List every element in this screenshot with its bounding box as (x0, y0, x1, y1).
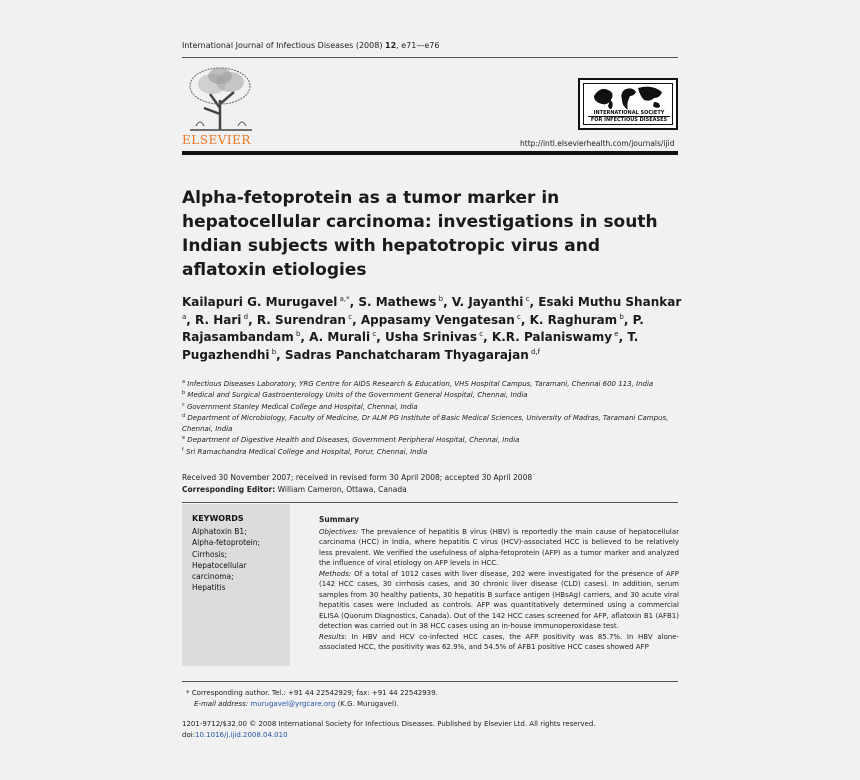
affiliation-item: $^f$ Sri Ramachandra Medical College and Hospital, Porur, Chennai, India (182, 446, 428, 456)
copyright-line: 1201-9712/$32.00 © 2008 International Society for Infectious Diseases. Published by Elsevier Ltd. All rights reserved. (182, 720, 596, 728)
author-name: K.R. Palaniswamy (491, 330, 613, 345)
affiliation-item: $^c$ Government Stanley Medical College and Hospital, Chennai, India (182, 401, 418, 411)
keyword-item: Hepatocellular (192, 560, 247, 570)
doi-line: doi:10.1016/j.ijid.2008.04.010 (182, 731, 288, 739)
author-name: Kailapuri G. Murugavel (182, 295, 338, 309)
email-line: E-mail address: murugavel@yrgcare.org (K.G. Murugavel). (194, 700, 399, 708)
author-affiliation-mark[interactable]: b (436, 295, 444, 303)
affiliation-item: $^b$ Medical and Surgical Gastroenterology Units of the Government General Hospital, Chennai, India (182, 390, 528, 400)
abstract-rule (182, 502, 678, 503)
author-name: R. Hari (195, 312, 242, 327)
affiliation-item: $^a$ Infectious Diseases Laboratory, YRG Centre for AIDS Research & Education, VHS Hospital Campus, Taramani, Chennai 600 113, India (182, 379, 654, 388)
article-title: Alpha-fetoprotein as a tumor marker in hepatocellular carcinoma: investigations in south Indian subjects with hepatotropic virus and aflatoxin etiologies (182, 188, 658, 280)
keyword-item: Hepatitis (192, 583, 226, 593)
keywords-list (192, 526, 284, 594)
author-name: Sadras Panchatcharam Thyagarajan (284, 347, 529, 362)
author-name: Appasamy Vengatesan (360, 312, 515, 327)
header-rule (182, 57, 678, 58)
author-name: P. Rajasambandam (182, 312, 644, 345)
author-affiliation-mark[interactable]: d,f (528, 347, 541, 356)
society-name-line1: INTERNATIONAL SOCIETY (593, 110, 665, 116)
author-affiliation-mark[interactable]: c (345, 312, 353, 321)
author-affiliation-mark[interactable]: c (523, 295, 530, 303)
publisher-name: ELSEVIER (182, 133, 251, 147)
society-name-line2: FOR INFECTIOUS DISEASES (588, 116, 670, 123)
society-logo (578, 78, 678, 130)
author-name: S. Mathews (358, 295, 437, 309)
author-affiliation-mark[interactable]: c (370, 330, 377, 339)
abstract-summary (319, 515, 679, 653)
keyword-item: Cirrhosis; (192, 549, 227, 559)
author-name: V. Jayanthi (451, 295, 524, 309)
author-affiliation-mark[interactable]: d (241, 312, 249, 321)
results-paragraph: Results: In HBV and HCV co-infected HCC cases, the AFP positivity was 85.7%. In HBV alone-associated HCC, the positivity was 62.9%, and 54.5% of AFB1 positive HCC cases showed AFP (319, 632, 679, 651)
affiliation-item: $^d$ Department of Microbiology, Faculty of Medicine, Dr ALM PG Institute of Basic Medical Sciences, University of Madras, Taramani Campus, Chennai, India (182, 412, 669, 434)
email-link[interactable]: murugavel@yrgcare.org (250, 700, 336, 708)
corresponding-editor: Corresponding Editor: William Cameron, Ottawa, Canada (182, 484, 407, 494)
keywords-title: KEYWORDS (192, 514, 244, 523)
author-affiliation-mark[interactable]: a,* (337, 295, 350, 303)
author-affiliation-mark[interactable]: b (269, 347, 277, 356)
author-affiliation-mark[interactable]: c (477, 330, 484, 339)
author-name: K. Raghuram (529, 312, 618, 327)
keyword-item: Alphatoxin B1; (192, 527, 247, 536)
article-history (182, 472, 682, 495)
author-affiliation-mark[interactable]: e (612, 330, 619, 339)
affiliation-item: $^e$ Department of Digestive Health and Diseases, Government Peripheral Hospital, Chennai, India (182, 435, 520, 445)
copyright-block (182, 719, 678, 741)
footnote-rule (182, 681, 678, 682)
methods-paragraph: Methods: Of a total of 1012 cases with liver disease, 202 were investigated for the presence of AFP (142 HCC cases, 30 cirrhosis cases, and 30 chronic liver disease (CLD) cases). In addition, serum samples from 30 healthy patients, 30 hepatitis B surface antigen (HBsAg) carriers, and 30 acute viral hepatitis cases were included as controls. AFP was quantitatively determined using a commercial ELISA (Quorum Diagnostics, Canada). Out of the 142 HCC cases screened for AFP, aflatoxin B1 (AFB1) detection was carried out in 38 HCC cases using an in-house immunoperoxidase test. (319, 569, 679, 630)
header-thick-rule (182, 151, 678, 155)
author-list: Kailapuri G. Murugavel $^{a,*}$, S. Mathews $^b$, V. Jayanthi $^c$, Esaki Muthu Shankar $^a$, R. Hari $^d$, R. Surendran $^c$, Appasamy Vengatesan $^c$, K. Raghuram $^b$, P. Rajasambandam $^b$, A. Murali $^c$, Usha Srinivas $^c$, K.R. Palaniswamy $^e$, T. Pugazhendhi $^b$, Sadras Panchatcharam Thyagarajan $^{d,f}$ (182, 295, 682, 362)
world-map-icon (580, 82, 676, 112)
author-name: A. Murali (309, 330, 371, 345)
author-affiliation-mark[interactable]: c (514, 312, 521, 321)
objectives-paragraph: Objectives: The prevalence of hepatitis B virus (HBV) is reportedly the main cause of hepatocellular carcinoma (HCC) in India, where hepatitis C virus (HCV)-associated HCC is believed to be relatively less prevalent. We verified the usefulness of alpha-fetoprotein (AFP) as a tumor marker and analyzed the influence of viral etiology on AFP levels in HCC. (319, 527, 679, 567)
author-affiliation-mark[interactable]: b (617, 312, 624, 321)
summary-title: Summary (319, 515, 360, 524)
author-name: T. Pugazhendhi (182, 330, 639, 362)
author-affiliation-mark[interactable]: a (182, 312, 187, 321)
author-name: R. Surendran (256, 312, 346, 327)
journal-citation: International Journal of Infectious Diseases (2008) 12, e71—e76 (182, 41, 440, 50)
journal-url[interactable]: http://intl.elsevierhealth.com/journals/ijid (520, 139, 675, 148)
corresponding-author-footnote (182, 688, 678, 710)
author-name: Esaki Muthu Shankar (538, 295, 682, 309)
corresponding-contact: * Corresponding author. Tel.: +91 44 22542929; fax: +91 44 22542939. (186, 689, 438, 697)
author-affiliation-mark[interactable]: b (293, 330, 301, 339)
author-name: Usha Srinivas (384, 330, 478, 345)
keyword-item: carcinoma; (192, 572, 234, 582)
received-dates: Received 30 November 2007; received in revised form 30 April 2008; accepted 30 April 2008 (182, 473, 533, 482)
keyword-item: Alpha-fetoprotein; (192, 538, 261, 548)
affiliations (182, 379, 682, 458)
doi-link[interactable]: 10.1016/j.ijid.2008.04.010 (195, 731, 288, 739)
